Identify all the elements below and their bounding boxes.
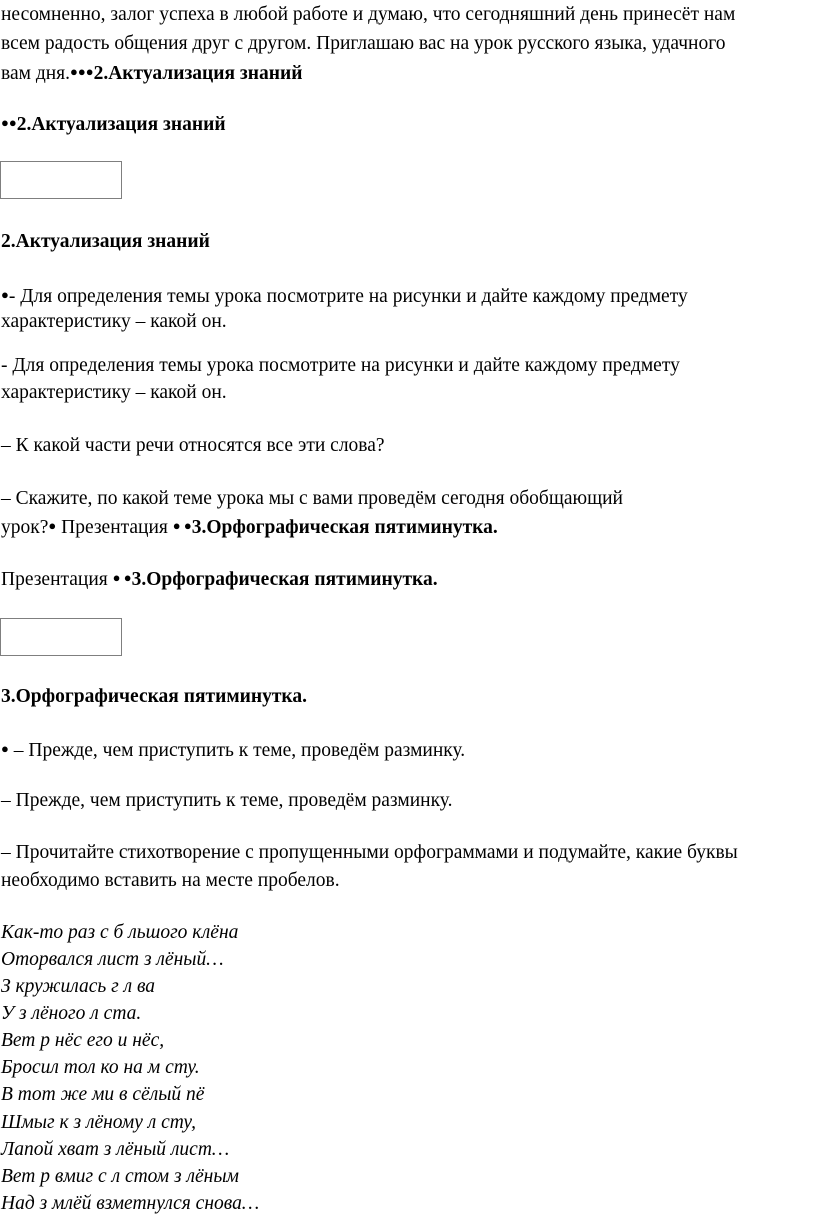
task-1-line-1 [1,282,688,310]
image-placeholder-2 [0,618,122,656]
heading-text: 2.Актуализация знаний [16,114,226,135]
heading-inline: 2.Актуализация знаний [93,63,303,84]
intro-line-2: всем радость общения друг с другом. Приглашаю вас на урок русского языка, удачного [1,33,726,54]
warmup-text: – Прежде, чем приступить к теме, проведём разминку. [8,740,466,761]
poem-line: Лапой хват з лёный лист… [1,1139,230,1160]
bullet-icon: ● ● [172,518,192,533]
bullet-icon: ●● [1,115,17,130]
section-3-heading-repeat [1,565,438,593]
poem-line: В тот же ми в сёлый пё [1,1084,205,1105]
image-placeholder-1 [0,161,122,199]
poem-line: Как-то раз с б льшого клёна [1,922,239,943]
section-3-heading: 3.Орфографическая пятиминутка. [1,686,307,707]
warmup-bulleted [1,736,465,764]
intro-line-3-text: вам дня. [1,63,71,84]
presentation-label: Презентация [1,569,113,590]
poem-line: Вет р вмиг с л стом з лёным [1,1166,239,1187]
heading-text: 3.Орфографическая пятиминутка. [131,569,438,590]
heading-inline: 3.Орфографическая пятиминутка. [191,517,498,538]
question-2-line-2 [1,513,498,541]
poem-line: Шмыг к з лёному л сту, [1,1112,196,1133]
poem-line: Над з млёй взметнулся снова… [1,1193,260,1214]
intro-line-3 [1,59,302,87]
warmup: – Прежде, чем приступить к теме, проведём разминку. [1,790,453,811]
bullet-icon: ● [1,287,9,302]
section-2-heading: 2.Актуализация знаний [1,231,210,252]
bullet-icon: ● [1,741,9,756]
bullet-icon: ●●● [70,64,94,79]
task-1-line-2: характеристику – какой он. [1,311,227,332]
instruction-line-1: – Прочитайте стихотворение с пропущенными орфограммами и подумайте, какие буквы [1,842,738,863]
section-2-heading-repeat [1,110,226,138]
poem-line: У з лёного л ста. [1,1003,142,1024]
question-1: – К какой части речи относятся все эти слова? [1,435,385,456]
bullet-icon: ● [48,518,57,533]
poem-line: Бросил тол ко на м сту. [1,1057,200,1078]
question-2-line-1: – Скажите, по какой теме урока мы с вами проведём сегодня обобщающий [1,488,623,509]
presentation-label: Презентация [56,517,173,538]
bullet-icon: ● ● [112,570,132,585]
task-1b-line-1: - Для определения темы урока посмотрите на рисунки и дайте каждому предмету [1,355,680,376]
task-1-text: - Для определения темы урока посмотрите на рисунки и дайте каждому предмету [8,286,688,307]
poem-line: Оторвался лист з лёный… [1,949,224,970]
intro-line-1: несомненно, залог успеха в любой работе и думаю, что сегодняшний день принесёт нам [1,4,736,25]
poem-line: Вет р нёс его и нёс, [1,1030,165,1051]
poem-line: З кружилась г л ва [1,976,156,997]
instruction-line-2: необходимо вставить на месте пробелов. [1,870,340,891]
task-1b-line-2: характеристику – какой он. [1,382,227,403]
question-2-text: урок? [1,517,49,538]
